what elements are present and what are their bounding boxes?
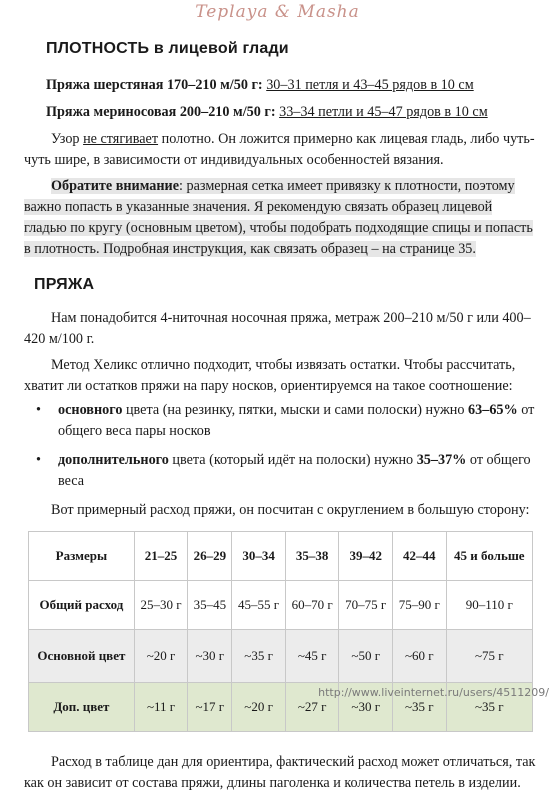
yarn-paragraph-2: Метод Хеликс отлично подходит, чтобы извязать остатки. Чтобы рассчитать, хватит ли остатков пряжи на пару носков, ориентируемся на такое соотношение: (24, 357, 516, 394)
pattern-note-underlined: не стягивает (83, 131, 159, 147)
table-row-label: Общий расход (29, 581, 135, 630)
table-row (29, 581, 533, 630)
table-cell: 35–45 (188, 581, 232, 630)
table-cell: ~35 г (232, 630, 286, 683)
table-row (29, 630, 533, 683)
watermark-url: http://www.liveinternet.ru/users/4511209/ (318, 686, 549, 699)
table-cell: 70–75 г (339, 581, 393, 630)
wool-value: 30–31 петля и 43–45 рядов в 10 см (266, 77, 474, 93)
main-color-label: основного (58, 402, 123, 418)
table-cell: 60–70 г (285, 581, 339, 630)
table-cell: ~17 г (188, 683, 232, 732)
yarn-paragraph-1: Нам понадобится 4-ниточная носочная пряжа, метраж 200–210 м/50 г или 400–420 м/100 г. (24, 310, 531, 347)
pattern-note-b: полотно. Он ложится примерно как лицевая гладь, либо чуть-чуть шире, в зависимости от индивидуальных особенностей вязания. (24, 131, 535, 168)
table-header-cell: 26–29 (188, 532, 232, 581)
bullet-icon: • (36, 402, 41, 418)
wool-label: Пряжа шерстяная 170–210 м/50 г: (46, 77, 263, 93)
table-cell: ~20 г (134, 630, 188, 683)
table-cell: 75–90 г (393, 581, 447, 630)
table-cell: ~30 г (188, 630, 232, 683)
table-header-cell: 21–25 (134, 532, 188, 581)
table-cell: ~35 г (446, 683, 532, 732)
table-header-cell: 42–44 (393, 532, 447, 581)
table-cell: ~75 г (446, 630, 532, 683)
table-cell: ~27 г (285, 683, 339, 732)
table-header-cell: 39–42 (339, 532, 393, 581)
table-cell: ~30 г (339, 683, 393, 732)
table-row-label: Основной цвет (29, 630, 135, 683)
main-color-percent: 63–65% (468, 402, 518, 418)
table-row-label: Доп. цвет (29, 683, 135, 732)
wool-density (24, 75, 536, 96)
yarn-consumption-table (28, 531, 533, 732)
extra-color-end: от общего веса (58, 452, 531, 489)
brand-logo: Teplaya & Masha (195, 2, 360, 22)
table-cell: ~60 г (393, 630, 447, 683)
attention-label: Обратите внимание (51, 178, 180, 194)
attention-text: : размерная сетка имеет привязку к плотности, поэтому важно попасть в указанные значения. Я рекомендую связать образец лицевой гладью по кругу (основным цветом), чтобы подобрать подходящие спицы и попасть в плотность. Подробная инструкция, как связать образец – на странице 35. (24, 178, 533, 257)
table-cell: 45–55 г (232, 581, 286, 630)
table-header-cell: 35–38 (285, 532, 339, 581)
table-cell: 25–30 г (134, 581, 188, 630)
pattern-note (24, 129, 536, 171)
table-header-cell: 30–34 (232, 532, 286, 581)
table-header-cell: Размеры (29, 532, 135, 581)
page-content (24, 40, 536, 794)
table-cell: ~50 г (339, 630, 393, 683)
table-cell: ~35 г (393, 683, 447, 732)
yarn-paragraph-3: Вот примерный расход пряжи, он посчитан с округлением в большую сторону: (51, 502, 530, 518)
merino-label: Пряжа мериносовая 200–210 м/50 г: (46, 104, 276, 120)
footer-paragraph: Расход в таблице дан для ориентира, фактический расход может отличаться, так как он зависит от состава пряжи, длины паголенка и количества петель в изделии. (24, 754, 536, 791)
extra-color-label: дополнительного (58, 452, 169, 468)
yarn-heading: ПРЯЖА (34, 276, 95, 293)
attention-note (24, 176, 536, 260)
table-cell: ~45 г (285, 630, 339, 683)
table-header-row (29, 532, 533, 581)
merino-value: 33–34 петли и 45–47 рядов в 10 см (279, 104, 488, 120)
bullet-icon: • (36, 452, 41, 468)
extra-color-percent: 35–37% (416, 452, 467, 468)
pattern-note-a: Узор (51, 131, 84, 147)
table-cell: 90–110 г (446, 581, 532, 630)
density-heading: ПЛОТНОСТЬ в лицевой глади (46, 40, 289, 57)
ratio-list (24, 400, 536, 492)
table-cell: ~20 г (232, 683, 286, 732)
table-cell: ~11 г (134, 683, 188, 732)
main-color-end: от общего веса пары носков (58, 402, 535, 439)
table-header-cell: 45 и больше (446, 532, 532, 581)
merino-density (24, 102, 536, 123)
main-color-text: цвета (на резинку, пятки, мыски и сами полоски) нужно (122, 402, 469, 418)
list-item (24, 450, 536, 492)
list-item (24, 400, 536, 442)
extra-color-text: цвета (который идёт на полоски) нужно (168, 452, 417, 468)
